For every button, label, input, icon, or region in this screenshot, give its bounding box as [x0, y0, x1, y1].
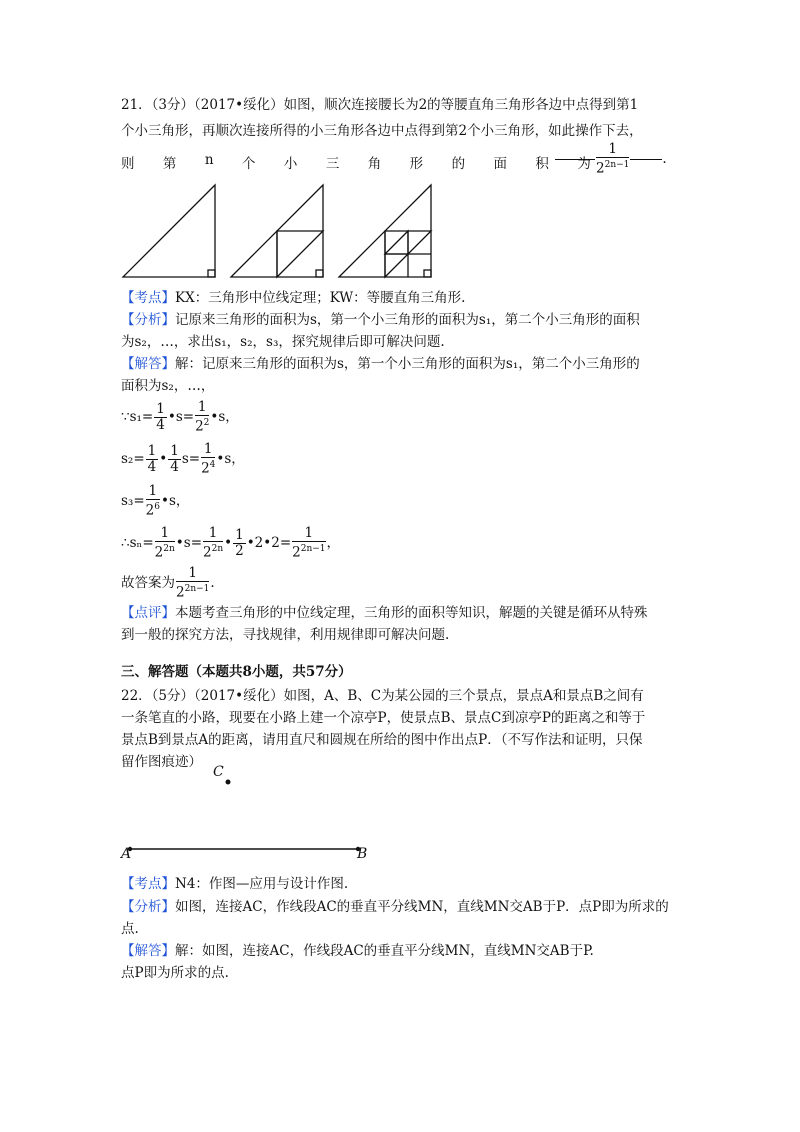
q21-line1: 21．（3分）（2017•绥化）如图，顺次连接腰长为2的等腰直角三角形各边中点得到第1	[121, 97, 639, 113]
q21-word: 形	[409, 156, 424, 172]
equation-sn: ∴sₙ= $\frac{1}{2^{2n}}$ •s= $\frac{1}{2^{2n}}$ • $\frac{1}{2}$ •2•2= $\frac{1}{2^{2n-1}}$ ，	[121, 525, 341, 561]
equation-s3: s₃= $\frac{1}{2^6}$ •s，	[121, 483, 190, 519]
q21-word: 个	[241, 156, 256, 172]
q21-dianping-2: 到一般的探究方法，寻找规律，利用规律即可解决问题.	[121, 627, 450, 643]
q21-jieda-2: 面积为s₂，…，	[121, 378, 215, 394]
q21-line3	[121, 152, 591, 172]
answer-fraction: $\frac{1}{2^{2n-1}}$	[596, 141, 630, 177]
section-heading: 三、解答题（本题共8小题，共57分）	[121, 664, 352, 680]
q21-fenxi-2: 为s₂，…，求出s₁，s₂，s₃，探究规律后即可解决问题.	[121, 334, 445, 350]
q22-line2: 一条笔直的小路，现要在小路上建一个凉亭P，使景点B、景点C到凉亭P的距离之和等于	[121, 710, 646, 726]
q21-word: 为	[577, 156, 591, 172]
equation-s2: s₂= $\frac{1}{4}$ • $\frac{1}{4}$ s= $\frac{1}{2^4}$ •s，	[121, 441, 245, 477]
q21-word: n	[204, 152, 214, 168]
right-angle-mark	[316, 270, 323, 277]
q21-fenxi-1: 【分析】记原来三角形的面积为s，第一个小三角形的面积为s₁，第二个小三角形的面积	[121, 312, 640, 328]
q21-word: 面	[493, 156, 507, 172]
label-a: A	[121, 846, 132, 862]
right-angle-mark	[424, 270, 431, 277]
label-b: B	[357, 846, 368, 862]
q22-fenxi-1: 【分析】如图，连接AC，作线段AC的垂直平分线MN，直线MN交AB于P．点P即为所求的	[121, 899, 669, 915]
equation-s1: ∵s₁= $\frac{1}{4}$ •s= $\frac{1}{2^2}$ •s，	[121, 399, 239, 435]
triangle-1	[123, 185, 215, 277]
q21-answer-blank: $\frac{1}{2^{2n-1}}$ .	[555, 142, 667, 177]
point-c	[226, 780, 231, 785]
q22-jieda-2: 点P即为所求的点.	[121, 965, 229, 981]
q22-fenxi-2: 点.	[121, 921, 139, 937]
q21-word: 积	[535, 156, 549, 172]
triangle-figures	[120, 182, 460, 282]
q22-figure	[118, 762, 398, 862]
q22-kaodian: 【考点】N4：作图—应用与设计作图.	[121, 876, 349, 892]
final-answer: 故答案为 $\frac{1}{2^{2n-1}}$ .	[121, 565, 215, 601]
label-c: C	[213, 764, 224, 780]
right-angle-mark	[208, 270, 215, 277]
q22-line4: 留作图痕迹）	[121, 754, 202, 770]
q21-word: 三	[325, 156, 340, 172]
q21-jieda-1: 【解答】解：记原来三角形的面积为s，第一个小三角形的面积为s₁，第二个小三角形的	[121, 356, 640, 372]
q22-line3: 景点B到景点A的距离，请用直尺和圆规在所给的图中作出点P．（不写作法和证明，只保	[121, 732, 643, 748]
q21-word: 角	[367, 156, 382, 172]
q22-jieda-1: 【解答】解：如图，连接AC，作线段AC的垂直平分线MN，直线MN交AB于P.	[121, 943, 594, 959]
q21-word: 第	[162, 156, 177, 172]
q21-kaodian: 【考点】KX：三角形中位线定理；KW：等腰直角三角形.	[121, 290, 466, 306]
q21-line2: 个小三角形，再顺次连接所得的小三角形各边中点得到第2个小三角形，如此操作下去，	[121, 123, 643, 139]
q21-word: 小	[283, 156, 298, 172]
q22-line1: 22．（5分）（2017•绥化）如图，A、B、C为某公园的三个景点，景点A和景点B之间有	[121, 688, 644, 704]
q21-word: 的	[451, 156, 466, 172]
q21-word: 则	[121, 156, 135, 172]
inner-triangle-2	[385, 231, 408, 254]
q21-dianping-1: 【点评】本题考查三角形的中位线定理，三角形的面积等知识，解题的关键是循环从特殊	[121, 605, 648, 621]
